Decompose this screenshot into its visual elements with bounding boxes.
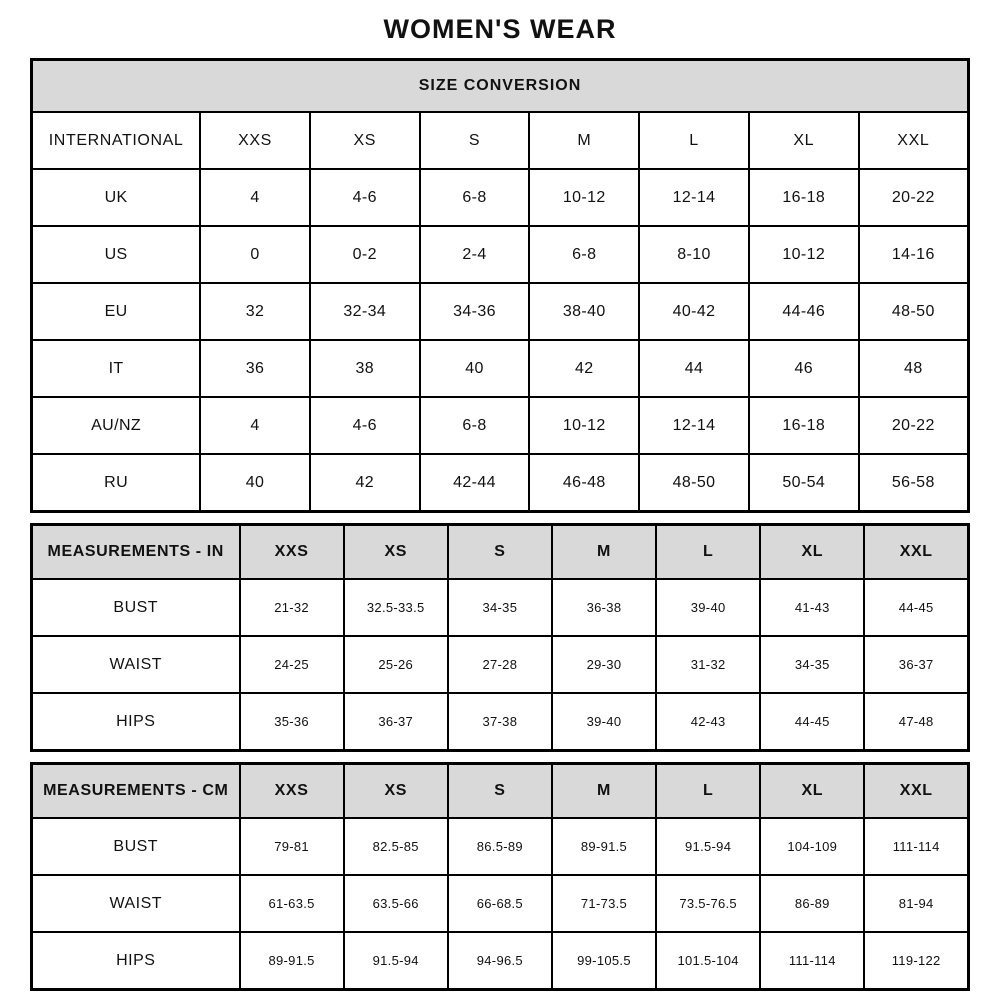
header-label-cell: MEASUREMENTS - IN: [32, 525, 240, 580]
value-cell: 44: [639, 340, 749, 397]
measurements-in-table: [30, 523, 970, 752]
value-cell: 8-10: [639, 226, 749, 283]
row-label-cell: IT: [32, 340, 201, 397]
value-cell: 24-25: [240, 636, 344, 693]
value-cell: 6-8: [420, 169, 530, 226]
table-row: [32, 454, 969, 512]
value-cell: 63.5-66: [344, 875, 448, 932]
value-cell: 25-26: [344, 636, 448, 693]
table-row: [32, 579, 969, 636]
value-cell: 42: [529, 340, 639, 397]
section-banner: SIZE CONVERSION: [32, 60, 969, 113]
value-cell: 86.5-89: [448, 818, 552, 875]
size-header-cell: S: [448, 764, 552, 819]
value-cell: 4: [200, 169, 310, 226]
size-header-cell: XS: [310, 112, 420, 169]
table-row: [32, 818, 969, 875]
size-header-cell: XL: [749, 112, 859, 169]
header-label-cell: INTERNATIONAL: [32, 112, 201, 169]
value-cell: 27-28: [448, 636, 552, 693]
size-header-cell: XL: [760, 525, 864, 580]
header-label-cell: MEASUREMENTS - CM: [32, 764, 240, 819]
size-header-row: [32, 112, 969, 169]
size-header-cell: XS: [344, 525, 448, 580]
page-title: WOMEN'S WEAR: [383, 14, 617, 44]
size-header-cell: XS: [344, 764, 448, 819]
value-cell: 89-91.5: [552, 818, 656, 875]
size-header-cell: XXL: [864, 764, 968, 819]
value-cell: 32: [200, 283, 310, 340]
value-cell: 111-114: [864, 818, 968, 875]
value-cell: 12-14: [639, 397, 749, 454]
row-label-cell: HIPS: [32, 693, 240, 751]
value-cell: 71-73.5: [552, 875, 656, 932]
size-header-cell: L: [639, 112, 749, 169]
value-cell: 12-14: [639, 169, 749, 226]
value-cell: 44-46: [749, 283, 859, 340]
value-cell: 21-32: [240, 579, 344, 636]
value-cell: 61-63.5: [240, 875, 344, 932]
value-cell: 38: [310, 340, 420, 397]
table-row: [32, 875, 969, 932]
size-conversion-body: [32, 60, 969, 512]
value-cell: 66-68.5: [448, 875, 552, 932]
value-cell: 91.5-94: [656, 818, 760, 875]
value-cell: 36-37: [864, 636, 968, 693]
value-cell: 37-38: [448, 693, 552, 751]
table-row: [32, 226, 969, 283]
row-label-cell: EU: [32, 283, 201, 340]
value-cell: 0-2: [310, 226, 420, 283]
value-cell: 34-36: [420, 283, 530, 340]
value-cell: 119-122: [864, 932, 968, 990]
row-label-cell: RU: [32, 454, 201, 512]
size-header-cell: M: [552, 525, 656, 580]
size-header-cell: S: [448, 525, 552, 580]
size-header-row: [32, 525, 969, 580]
value-cell: 31-32: [656, 636, 760, 693]
section-banner-row: [32, 60, 969, 113]
value-cell: 32.5-33.5: [344, 579, 448, 636]
value-cell: 48: [859, 340, 969, 397]
value-cell: 48-50: [639, 454, 749, 512]
value-cell: 6-8: [529, 226, 639, 283]
value-cell: 40: [200, 454, 310, 512]
value-cell: 73.5-76.5: [656, 875, 760, 932]
value-cell: 39-40: [656, 579, 760, 636]
value-cell: 81-94: [864, 875, 968, 932]
row-label-cell: US: [32, 226, 201, 283]
measurements-cm-table: [30, 762, 970, 991]
row-label-cell: UK: [32, 169, 201, 226]
value-cell: 16-18: [749, 397, 859, 454]
value-cell: 38-40: [529, 283, 639, 340]
value-cell: 10-12: [749, 226, 859, 283]
row-label-cell: HIPS: [32, 932, 240, 990]
measurements-in-body: [32, 525, 969, 751]
value-cell: 6-8: [420, 397, 530, 454]
value-cell: 2-4: [420, 226, 530, 283]
value-cell: 48-50: [859, 283, 969, 340]
size-header-cell: L: [656, 764, 760, 819]
size-header-cell: M: [529, 112, 639, 169]
value-cell: 0: [200, 226, 310, 283]
value-cell: 46: [749, 340, 859, 397]
value-cell: 42-43: [656, 693, 760, 751]
value-cell: 40: [420, 340, 530, 397]
size-header-cell: XXS: [240, 525, 344, 580]
row-label-cell: BUST: [32, 579, 240, 636]
value-cell: 10-12: [529, 397, 639, 454]
table-row: [32, 636, 969, 693]
value-cell: 35-36: [240, 693, 344, 751]
value-cell: 82.5-85: [344, 818, 448, 875]
value-cell: 40-42: [639, 283, 749, 340]
row-label-cell: BUST: [32, 818, 240, 875]
size-conversion-table: [30, 58, 970, 513]
value-cell: 34-35: [448, 579, 552, 636]
value-cell: 36: [200, 340, 310, 397]
size-header-cell: XL: [760, 764, 864, 819]
value-cell: 46-48: [529, 454, 639, 512]
value-cell: 89-91.5: [240, 932, 344, 990]
value-cell: 47-48: [864, 693, 968, 751]
value-cell: 44-45: [864, 579, 968, 636]
size-header-cell: XXL: [864, 525, 968, 580]
value-cell: 42-44: [420, 454, 530, 512]
value-cell: 32-34: [310, 283, 420, 340]
row-label-cell: WAIST: [32, 875, 240, 932]
value-cell: 56-58: [859, 454, 969, 512]
row-label-cell: AU/NZ: [32, 397, 201, 454]
value-cell: 39-40: [552, 693, 656, 751]
row-label-cell: WAIST: [32, 636, 240, 693]
value-cell: 101.5-104: [656, 932, 760, 990]
value-cell: 16-18: [749, 169, 859, 226]
size-header-cell: XXS: [200, 112, 310, 169]
size-header-cell: M: [552, 764, 656, 819]
size-header-cell: L: [656, 525, 760, 580]
value-cell: 20-22: [859, 169, 969, 226]
size-header-row: [32, 764, 969, 819]
value-cell: 36-37: [344, 693, 448, 751]
measurements-cm-body: [32, 764, 969, 990]
value-cell: 99-105.5: [552, 932, 656, 990]
size-header-cell: S: [420, 112, 530, 169]
table-row: [32, 340, 969, 397]
value-cell: 42: [310, 454, 420, 512]
value-cell: 104-109: [760, 818, 864, 875]
value-cell: 86-89: [760, 875, 864, 932]
value-cell: 4-6: [310, 169, 420, 226]
value-cell: 14-16: [859, 226, 969, 283]
table-row: [32, 169, 969, 226]
size-header-cell: XXS: [240, 764, 344, 819]
value-cell: 20-22: [859, 397, 969, 454]
value-cell: 41-43: [760, 579, 864, 636]
value-cell: 44-45: [760, 693, 864, 751]
table-row: [32, 932, 969, 990]
value-cell: 94-96.5: [448, 932, 552, 990]
table-row: [32, 397, 969, 454]
value-cell: 29-30: [552, 636, 656, 693]
value-cell: 50-54: [749, 454, 859, 512]
value-cell: 4: [200, 397, 310, 454]
table-row: [32, 283, 969, 340]
value-cell: 34-35: [760, 636, 864, 693]
table-row: [32, 693, 969, 751]
value-cell: 79-81: [240, 818, 344, 875]
value-cell: 111-114: [760, 932, 864, 990]
value-cell: 91.5-94: [344, 932, 448, 990]
value-cell: 36-38: [552, 579, 656, 636]
value-cell: 10-12: [529, 169, 639, 226]
value-cell: 4-6: [310, 397, 420, 454]
size-header-cell: XXL: [859, 112, 969, 169]
